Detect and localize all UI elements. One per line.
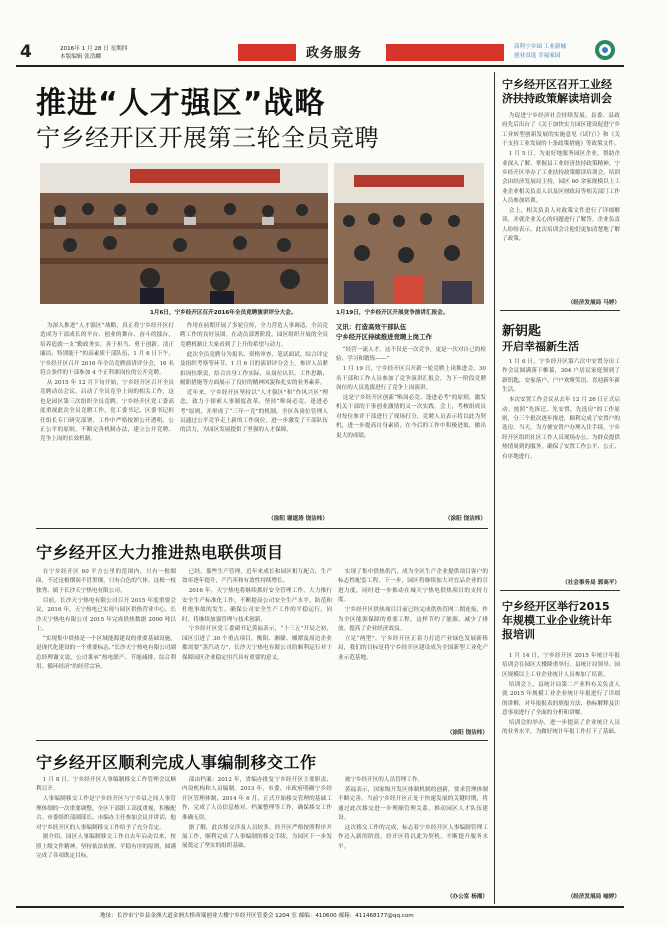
page-editor: 本版编辑 张浩麟 — [60, 54, 101, 60]
sidebar-a1-body — [502, 112, 620, 294]
sidebar-a2-title-2: 开启幸福新生活 — [502, 340, 579, 353]
meeting-photo-1 — [40, 163, 328, 304]
sidebar-a3-para: 培训会上，县统计局第二产业科有关负责人就 2015 年规模工业企业统计年报进行了详细的讲解，对年报报表的填报方法、指标解释及注意事项进行了全面的分析和讲解。 — [502, 681, 620, 716]
sidebar-a2-body — [502, 358, 620, 568]
header-rule — [16, 65, 624, 67]
staff-col3-para: 被宁乡经开区的人员管理工作。 — [344, 777, 424, 783]
heat-col1-para: 目前，长沙天宁热电有限公司召开 2015 年度重要会议，2016 年，天宁热电已实现与园区供热营业中心。长沙天宁热电有限公司 2015 年完成供热数据 2000 吨以上。 — [36, 597, 176, 632]
sidebar-a1-byline: （经济发展局 马婷） — [567, 300, 620, 306]
staff-article-title: 宁乡经开区顺利完成人事编制移交工作 — [36, 753, 317, 772]
lead-col1-para: 为深入推进“人才强区”战略，真正将宁乡经开区打造成为干部成长的平台、创业的舞台、奋斗的擂台，培养造就一支“勤政务实、善于担当、勇于创新、清正廉洁、特别能干”的高素质干部队伍，1 月 6 日下午，宁乡经开区召开 2016 年全员竞聘演讲评分会，16 名符合条件的干部参加 4 个正科职岗位的公开竞聘。 — [40, 323, 174, 377]
staff-col3-para: 这次移交工作的完成，标志着宁乡经开区人事编制管理工作迈入新的阶段，经开区将以此为契机，不断提升服务水平。 — [338, 825, 488, 850]
sidebar-divider-2 — [500, 590, 620, 591]
sidebar-a1-title: 宁乡经开区召开工业经济扶持政策解读培训会 — [502, 78, 612, 105]
staff-col2-para: 部由档案：2012 年，省编办批复宁乡经开区主要职责、内设机构和人员编制。2013 年，市委、市政府明确宁乡经开区管理体制，2014 年 6 月，正式开始移交管理的基础工作，完成了人员信息核对、档案整理等工作，确保移交工作准确无误。 — [182, 777, 332, 821]
header-red-bar-right — [386, 44, 504, 61]
lead-col3-byline: （涂阳 饶洁炜） — [444, 516, 486, 522]
staff-col1-para: 人事编制移交工作是宁乡经开区与宁乡县之间人事管理体制的一次重要调整，全区干部职工高度重视，积极配合。市委组织部副部长、市编办主任参加会议并讲话，他对宁乡经开区的人事编制移交工作给予了充分肯定。 — [36, 796, 176, 831]
slogan-line1: 高科宁乡园 工业新城 — [514, 44, 567, 50]
lead-col2-para: 此次全员竞聘分为报名、资格审查、笔试面试、综合评定及组织考察等环节。1 月 6 日的演讲评分会上，参评人员紧扣岗位职责，结合自身工作实际，从岗位认识、工作思路、履职措施等方面展示了良好的精神风貌和扎实的业务素养。 — [180, 351, 328, 386]
heat-col2-para: 宁乡经开区党工委副书记黄福表示，“十三五”开局之初，园区引进了 30 个重点项目，衡阳、湘赣、湘潭及周边企业都需要“蒸汽动力”，长沙天宁热电有限公司的顺利运行对于保障园区企业稳定用汽具有重要的意义。 — [182, 626, 332, 661]
lead-col3-para: “经营一流人才，这不仅是一次竞争，更是一次对自己的检验、学习和锻炼——” — [336, 347, 486, 363]
sidebar-divider-1 — [500, 310, 620, 311]
slogan-line2: 创业首选 幸福家园 — [514, 53, 561, 59]
staff-col-3 — [338, 776, 488, 890]
issue-date: 2016年 1 月 28 日 星期四 — [60, 46, 128, 52]
sidebar-a2-para: 1 月 6 日，宁乡经开区第六次中安置分房工作会议圆满落下帷幕，304 户居民家庭领到了新钥匙，安家落户，户户欢聚笑语、喜迎新年新生活。 — [502, 359, 620, 394]
photo-1-caption: 1月6日，宁乡经开区召开2016年全员竞聘演讲评分大会。 — [150, 310, 297, 316]
divider-2 — [36, 740, 488, 741]
sidebar-a3-title: 宁乡经开区举行2015 年规模工业企业统计年报培训 — [502, 600, 612, 641]
sidebar-a3-para: 培训会的举办，进一步提高了企业统计人员的业务水平，为做好统计年报工作打下了基础。 — [502, 719, 620, 736]
lead-col2-para: 近年来，宁乡经开区坚持以“人才强区”和“作风兴区”理念，致力于探索人事制度改革，坚持“唯岗必竞、逢进必考”原则，并形成了“三年一竞”的机制，全区各岗位管理人员通过公平竞争走上新的工作岗位，进一步激发了干部队伍的活力，为园区发展提供了坚强的人才保障。 — [180, 389, 328, 434]
heat-col-1 — [36, 568, 176, 736]
staff-col1-para: 据介绍，园区人事编制移交工作自去年启动以来，按照上级文件精神，坚持依法依规、平稳有序的原则，圆满完成了各项既定目标。 — [36, 834, 176, 860]
lead-col3-subhead-1: 又讯：打造高效干部队伍 — [336, 323, 407, 331]
lead-col2-byline: （涂阳 谢道涛 饶洁炜） — [268, 516, 328, 522]
lead-col1-para: 从 2015 年 12 月下旬开始，宁乡经开区召开全员竞聘动员会议，启动了全员竞争上岗的相关工作，这也是园区第三次组织全员竞聘。宁乡经开区党工委高度重视此次全员竞聘工作，党工委书记、区委书记担任组长专门研究部署，工作中严格按照公开透明、公正公平的原则，不断完善机制办法，建立公开竞聘、竞争上岗的长效机制。 — [40, 379, 174, 443]
lead-col3-subhead-2: 宁乡经开区持续推进竞聘上岗工作 — [336, 333, 432, 341]
heat-col-3 — [338, 568, 488, 726]
lead-col-2 — [180, 322, 328, 512]
lead-title: 推进“人才强区”战略 — [36, 86, 326, 121]
meeting-photo-2 — [334, 163, 484, 304]
heat-byline: （涂阳 饶洁炜） — [446, 730, 488, 736]
footer-rule — [16, 906, 624, 908]
lead-col-1 — [40, 322, 174, 524]
heat-col1-para: “实现集中供热是一个区域能源建设的重要基础设施，是现代化建设的一个重要标志。”长沙天宁热电有限公司副总经理谢文说，公司秉承“热电联产、节能减排、综合利用、循环经济”的经营宗旨。 — [36, 635, 176, 671]
heat-col-2 — [182, 568, 332, 736]
heat-col2-para: 已经，那些生产管理，近年来成长和园区相互配合，生产效率逐年提升，产汽率和有效性持续增长。 — [182, 569, 332, 585]
footer-address: 地址：长沙市宁乡县金洲大道金洲大桥西端创业大楼宁乡经开区管委会 1204 室 邮编：410600 邮箱：411468177@qq.com — [100, 913, 414, 919]
sidebar-a3-para: 1 月 14 日，宁乡经开区 2015 年统计年报培训会在园区大楼隆重举行。县统计局领导、园区规模以上工业企业统计人员参加了培训。 — [502, 653, 620, 678]
sidebar-a2-para: 本次安置工作会议从去年 12 月 26 日正式启动。按照“先拆迁、先安置，先选房”的工作原则，分三个批次逐步推进，顺利完成了安置户的选房。当天，为方便安置户办理入住手续，宁乡经开区组织社区工作人员现场办公，为群众提供热情周到的服务，确保了安置工作公平、公正、有序地进行。 — [502, 397, 620, 460]
heat-col1-para: 在宁乡经开区 60 平方公里的范围内，只有一根烟囱，不过这根烟囱不冒黑烟，只有白色的气体。这根一枝独秀、属于长沙天宁热电有限公司。 — [36, 569, 176, 594]
heat-article-title: 宁乡经开区大力推进热电联供项目 — [36, 543, 284, 562]
staff-col-2 — [182, 776, 332, 900]
staff-col1-para: 1 月 8 日，宁乡经开区人事编制移交工作管理会议顺利召开。 — [36, 777, 176, 793]
park-logo-icon — [594, 39, 616, 61]
staff-col3-para: 黄福表示，国家级开发区体制机制的创新，要求管理体制不断完善。当前宁乡经开区正处于快速发展的关键时期，将通过此次移交进一步理顺管理关系，推动园区人才队伍建设。 — [338, 786, 488, 822]
staff-col2-para: 据了解，此次移交涉及人员较多，经开区严格按照程序开展工作，顺利完成了人事编制的移交手续，为园区下一步发展奠定了坚实的组织基础。 — [182, 824, 332, 850]
lead-subtitle: 宁乡经开区开展第三轮全员竞聘 — [36, 124, 379, 152]
staff-byline: （办公室 杨湘） — [446, 894, 488, 900]
heat-col3-para: 实现了集中供热供汽，成为全区生产企业提供项目客户的标志性配套工程。下一步，园区将继续加大对宜品企业的引进力度，同时进一步推动在城天宁热电供热项目的支持力度。 — [338, 569, 488, 604]
sidebar-a3-byline: （经济发展局 喻婷） — [567, 894, 620, 900]
heat-col2-para: 2016 年，天宁热电将继续抓好安全管理工作，大力推行安全生产标准化工作，不断提高公司安全生产水平，防范和杜绝事故的发生，确保公司安全生产工作的平稳运行，同时，将继续加强管理与技术创新。 — [182, 588, 332, 623]
sidebar-a1-para: 为促进宁乡经济社会持续发展，县委、县政府先后出台了《关于加快实力园区建设促进宁乡工业转型创新发展的实施意见（试行）》和《关于支持工业发展的十条政策措施》等政策文件。 — [502, 113, 620, 148]
lead-col-3 — [336, 346, 486, 512]
lead-col2-para: 作用在前期开展了多轮宣传，全力营造人事调适、全员竞聘工作的良好氛围。在动员部署阶段，园区组织开展的全员竞聘机制让大家看到了上升的希望与动力。 — [180, 323, 328, 348]
page-number: 4 — [20, 42, 32, 62]
staff-col-1 — [36, 776, 176, 900]
photo-2-caption: 1月19日，宁乡经开区开展竞争演讲汇报会。 — [336, 310, 449, 316]
sidebar-a2-title-1: 新钥匙 — [502, 324, 542, 339]
heat-col3-para: 宁乡经开区供热项目目前已经完成供热管网二期连接，作为全区能源保障的重要工程，这样节约了能源，减少了排放，提高了企业经济效益。 — [338, 607, 488, 632]
heat-col3-para: 立足“两型”，宁乡经开区正着力打造产业绿色发展新格局，我们的目标是将宁乡经开区建设成为全国新型工业化产业示范基地。 — [338, 635, 488, 661]
lead-col3-para: 这是宁乡经开区创新“唯岗必竞、逢进必考”的原则，激发机关干部的干事创业激情的又一次实践。会上，考核组成员对每位参评干部进行了现场打分，竞聘人员表示将以此为契机，进一步提高自身素质，在今后的工作中积极进取，做出更大的成绩。 — [336, 395, 486, 439]
header-red-bar — [238, 44, 296, 61]
sidebar-a3-body — [502, 652, 620, 888]
sidebar-divider — [494, 72, 495, 904]
sidebar-a1-para: 会上，相关负责人对政策文件进行了详细解读，并就企业关心的问题进行了解答。企业负责人纷纷表示，此次培训会让他们更加清楚地了解了政策。 — [502, 208, 620, 243]
sidebar-a2-byline: （社会事务局 郭高平） — [562, 580, 620, 586]
sidebar-a1-para: 1 月 5 日，为更好地服务园区企业，帮助企业深入了解、掌握县工业经济扶持政策精神，宁乡经开区举办了工业扶持政策解读培训会。培训会由经济发展局主持，园区 60 余家规模以上工业企业相关负责人以及区财政局等相关部门工作人员参加培训。 — [502, 151, 620, 205]
divider-1 — [36, 528, 488, 529]
lead-col3-para: 1 月 19 日，宁乡经开区召开新一轮竞聘上岗推进会，30 名干部和工作人员参加了竞争演讲汇报会，为下一阶段竞聘岗位的人员选拔进行了竞争上岗演讲。 — [336, 366, 486, 392]
section-title: 政务服务 — [306, 46, 363, 61]
